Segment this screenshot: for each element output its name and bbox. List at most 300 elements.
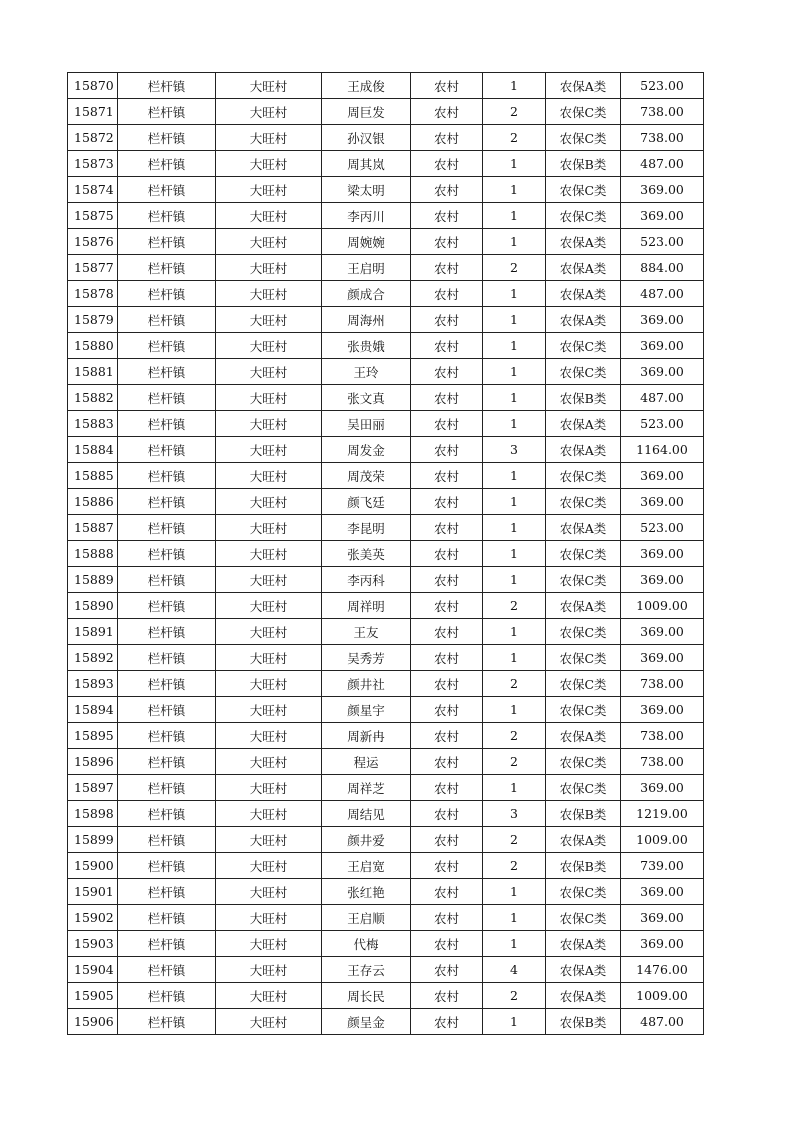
amount-cell: 369.00 [621, 541, 704, 567]
name-cell: 王启宽 [322, 853, 411, 879]
town-cell: 栏杆镇 [118, 411, 216, 437]
name-cell: 孙汉银 [322, 125, 411, 151]
record-id: 15882 [68, 385, 118, 411]
area-cell: 农村 [411, 411, 483, 437]
record-id: 15871 [68, 99, 118, 125]
count-cell: 2 [483, 593, 546, 619]
village-cell: 大旺村 [216, 619, 322, 645]
village-cell: 大旺村 [216, 749, 322, 775]
record-id: 15880 [68, 333, 118, 359]
table-row [68, 879, 704, 905]
town-cell: 栏杆镇 [118, 853, 216, 879]
record-id: 15888 [68, 541, 118, 567]
record-id: 15873 [68, 151, 118, 177]
village-cell: 大旺村 [216, 281, 322, 307]
town-cell: 栏杆镇 [118, 905, 216, 931]
record-id: 15889 [68, 567, 118, 593]
record-id: 15904 [68, 957, 118, 983]
table-row [68, 697, 704, 723]
area-cell: 农村 [411, 983, 483, 1009]
town-cell: 栏杆镇 [118, 385, 216, 411]
count-cell: 1 [483, 411, 546, 437]
area-cell: 农村 [411, 73, 483, 99]
name-cell: 颜成合 [322, 281, 411, 307]
name-cell: 周结见 [322, 801, 411, 827]
count-cell: 1 [483, 541, 546, 567]
records-table [67, 72, 704, 1035]
count-cell: 1 [483, 905, 546, 931]
table-row [68, 775, 704, 801]
count-cell: 1 [483, 489, 546, 515]
count-cell: 1 [483, 515, 546, 541]
town-cell: 栏杆镇 [118, 489, 216, 515]
count-cell: 1 [483, 931, 546, 957]
village-cell: 大旺村 [216, 307, 322, 333]
count-cell: 4 [483, 957, 546, 983]
village-cell: 大旺村 [216, 255, 322, 281]
record-id: 15899 [68, 827, 118, 853]
town-cell: 栏杆镇 [118, 957, 216, 983]
area-cell: 农村 [411, 567, 483, 593]
count-cell: 1 [483, 463, 546, 489]
record-id: 15885 [68, 463, 118, 489]
table-row [68, 489, 704, 515]
town-cell: 栏杆镇 [118, 1009, 216, 1035]
town-cell: 栏杆镇 [118, 151, 216, 177]
town-cell: 栏杆镇 [118, 541, 216, 567]
village-cell: 大旺村 [216, 515, 322, 541]
amount-cell: 738.00 [621, 749, 704, 775]
record-id: 15891 [68, 619, 118, 645]
village-cell: 大旺村 [216, 775, 322, 801]
name-cell: 周新冉 [322, 723, 411, 749]
village-cell: 大旺村 [216, 333, 322, 359]
category-cell: 农保A类 [546, 229, 621, 255]
town-cell: 栏杆镇 [118, 281, 216, 307]
name-cell: 王玲 [322, 359, 411, 385]
area-cell: 农村 [411, 307, 483, 333]
category-cell: 农保A类 [546, 73, 621, 99]
amount-cell: 487.00 [621, 385, 704, 411]
table-row [68, 983, 704, 1009]
category-cell: 农保C类 [546, 489, 621, 515]
area-cell: 农村 [411, 463, 483, 489]
amount-cell: 1164.00 [621, 437, 704, 463]
village-cell: 大旺村 [216, 697, 322, 723]
village-cell: 大旺村 [216, 99, 322, 125]
table-row [68, 385, 704, 411]
count-cell: 2 [483, 125, 546, 151]
category-cell: 农保A类 [546, 281, 621, 307]
category-cell: 农保C类 [546, 359, 621, 385]
village-cell: 大旺村 [216, 957, 322, 983]
record-id: 15905 [68, 983, 118, 1009]
name-cell: 李丙川 [322, 203, 411, 229]
table-row [68, 593, 704, 619]
town-cell: 栏杆镇 [118, 983, 216, 1009]
village-cell: 大旺村 [216, 411, 322, 437]
table-row [68, 437, 704, 463]
village-cell: 大旺村 [216, 177, 322, 203]
name-cell: 张贵娥 [322, 333, 411, 359]
amount-cell: 738.00 [621, 99, 704, 125]
category-cell: 农保B类 [546, 1009, 621, 1035]
town-cell: 栏杆镇 [118, 229, 216, 255]
amount-cell: 1009.00 [621, 983, 704, 1009]
count-cell: 2 [483, 255, 546, 281]
area-cell: 农村 [411, 437, 483, 463]
name-cell: 王启明 [322, 255, 411, 281]
record-id: 15887 [68, 515, 118, 541]
name-cell: 周祥明 [322, 593, 411, 619]
count-cell: 1 [483, 177, 546, 203]
table-row [68, 307, 704, 333]
area-cell: 农村 [411, 125, 483, 151]
area-cell: 农村 [411, 957, 483, 983]
name-cell: 周发金 [322, 437, 411, 463]
category-cell: 农保A类 [546, 255, 621, 281]
name-cell: 李昆明 [322, 515, 411, 541]
amount-cell: 369.00 [621, 697, 704, 723]
village-cell: 大旺村 [216, 541, 322, 567]
category-cell: 农保C类 [546, 125, 621, 151]
area-cell: 农村 [411, 879, 483, 905]
area-cell: 农村 [411, 749, 483, 775]
category-cell: 农保C类 [546, 177, 621, 203]
table-row [68, 359, 704, 385]
count-cell: 1 [483, 359, 546, 385]
village-cell: 大旺村 [216, 385, 322, 411]
table-row [68, 73, 704, 99]
category-cell: 农保B类 [546, 385, 621, 411]
records-body [68, 73, 704, 1035]
town-cell: 栏杆镇 [118, 515, 216, 541]
town-cell: 栏杆镇 [118, 99, 216, 125]
name-cell: 张美英 [322, 541, 411, 567]
category-cell: 农保A类 [546, 957, 621, 983]
amount-cell: 487.00 [621, 281, 704, 307]
area-cell: 农村 [411, 281, 483, 307]
record-id: 15875 [68, 203, 118, 229]
area-cell: 农村 [411, 931, 483, 957]
table-row [68, 463, 704, 489]
amount-cell: 738.00 [621, 723, 704, 749]
name-cell: 王友 [322, 619, 411, 645]
category-cell: 农保A类 [546, 827, 621, 853]
town-cell: 栏杆镇 [118, 203, 216, 229]
record-id: 15895 [68, 723, 118, 749]
village-cell: 大旺村 [216, 671, 322, 697]
count-cell: 3 [483, 801, 546, 827]
town-cell: 栏杆镇 [118, 879, 216, 905]
record-id: 15902 [68, 905, 118, 931]
table-row [68, 1009, 704, 1035]
category-cell: 农保A类 [546, 983, 621, 1009]
amount-cell: 738.00 [621, 671, 704, 697]
record-id: 15886 [68, 489, 118, 515]
table-row [68, 645, 704, 671]
town-cell: 栏杆镇 [118, 333, 216, 359]
record-id: 15901 [68, 879, 118, 905]
town-cell: 栏杆镇 [118, 697, 216, 723]
category-cell: 农保C类 [546, 879, 621, 905]
area-cell: 农村 [411, 359, 483, 385]
village-cell: 大旺村 [216, 151, 322, 177]
village-cell: 大旺村 [216, 801, 322, 827]
table-row [68, 229, 704, 255]
table-row [68, 827, 704, 853]
category-cell: 农保C类 [546, 333, 621, 359]
count-cell: 2 [483, 723, 546, 749]
area-cell: 农村 [411, 515, 483, 541]
table-row [68, 99, 704, 125]
category-cell: 农保A类 [546, 515, 621, 541]
town-cell: 栏杆镇 [118, 593, 216, 619]
table-row [68, 723, 704, 749]
area-cell: 农村 [411, 593, 483, 619]
village-cell: 大旺村 [216, 229, 322, 255]
name-cell: 张文真 [322, 385, 411, 411]
amount-cell: 1219.00 [621, 801, 704, 827]
amount-cell: 369.00 [621, 775, 704, 801]
amount-cell: 738.00 [621, 125, 704, 151]
category-cell: 农保C类 [546, 749, 621, 775]
amount-cell: 369.00 [621, 307, 704, 333]
name-cell: 程运 [322, 749, 411, 775]
town-cell: 栏杆镇 [118, 671, 216, 697]
count-cell: 1 [483, 203, 546, 229]
table-row [68, 125, 704, 151]
area-cell: 农村 [411, 541, 483, 567]
town-cell: 栏杆镇 [118, 177, 216, 203]
name-cell: 周巨发 [322, 99, 411, 125]
name-cell: 梁太明 [322, 177, 411, 203]
category-cell: 农保A类 [546, 593, 621, 619]
category-cell: 农保C类 [546, 203, 621, 229]
category-cell: 农保C类 [546, 463, 621, 489]
amount-cell: 369.00 [621, 489, 704, 515]
town-cell: 栏杆镇 [118, 255, 216, 281]
area-cell: 农村 [411, 151, 483, 177]
town-cell: 栏杆镇 [118, 125, 216, 151]
area-cell: 农村 [411, 385, 483, 411]
town-cell: 栏杆镇 [118, 359, 216, 385]
count-cell: 2 [483, 853, 546, 879]
category-cell: 农保C类 [546, 905, 621, 931]
record-id: 15879 [68, 307, 118, 333]
category-cell: 农保A类 [546, 437, 621, 463]
record-id: 15898 [68, 801, 118, 827]
area-cell: 农村 [411, 255, 483, 281]
village-cell: 大旺村 [216, 567, 322, 593]
amount-cell: 369.00 [621, 905, 704, 931]
record-id: 15883 [68, 411, 118, 437]
table-row [68, 515, 704, 541]
count-cell: 1 [483, 775, 546, 801]
category-cell: 农保A类 [546, 411, 621, 437]
count-cell: 2 [483, 99, 546, 125]
count-cell: 1 [483, 697, 546, 723]
count-cell: 1 [483, 385, 546, 411]
category-cell: 农保C类 [546, 775, 621, 801]
category-cell: 农保A类 [546, 723, 621, 749]
table-row [68, 853, 704, 879]
area-cell: 农村 [411, 853, 483, 879]
area-cell: 农村 [411, 619, 483, 645]
town-cell: 栏杆镇 [118, 437, 216, 463]
amount-cell: 523.00 [621, 515, 704, 541]
amount-cell: 523.00 [621, 229, 704, 255]
name-cell: 张红艳 [322, 879, 411, 905]
amount-cell: 369.00 [621, 177, 704, 203]
name-cell: 颜飞廷 [322, 489, 411, 515]
record-id: 15892 [68, 645, 118, 671]
category-cell: 农保C类 [546, 567, 621, 593]
town-cell: 栏杆镇 [118, 463, 216, 489]
record-id: 15876 [68, 229, 118, 255]
name-cell: 吴田丽 [322, 411, 411, 437]
count-cell: 1 [483, 879, 546, 905]
category-cell: 农保C类 [546, 99, 621, 125]
area-cell: 农村 [411, 671, 483, 697]
area-cell: 农村 [411, 99, 483, 125]
town-cell: 栏杆镇 [118, 645, 216, 671]
category-cell: 农保B类 [546, 853, 621, 879]
record-id: 15900 [68, 853, 118, 879]
count-cell: 2 [483, 983, 546, 1009]
record-id: 15906 [68, 1009, 118, 1035]
village-cell: 大旺村 [216, 437, 322, 463]
count-cell: 1 [483, 1009, 546, 1035]
table-row [68, 177, 704, 203]
record-id: 15896 [68, 749, 118, 775]
record-id: 15878 [68, 281, 118, 307]
village-cell: 大旺村 [216, 73, 322, 99]
table-row [68, 411, 704, 437]
village-cell: 大旺村 [216, 203, 322, 229]
village-cell: 大旺村 [216, 593, 322, 619]
record-id: 15870 [68, 73, 118, 99]
amount-cell: 369.00 [621, 619, 704, 645]
category-cell: 农保C类 [546, 697, 621, 723]
town-cell: 栏杆镇 [118, 73, 216, 99]
count-cell: 1 [483, 567, 546, 593]
town-cell: 栏杆镇 [118, 775, 216, 801]
record-id: 15894 [68, 697, 118, 723]
area-cell: 农村 [411, 229, 483, 255]
name-cell: 周婉婉 [322, 229, 411, 255]
village-cell: 大旺村 [216, 983, 322, 1009]
count-cell: 1 [483, 151, 546, 177]
record-id: 15893 [68, 671, 118, 697]
town-cell: 栏杆镇 [118, 619, 216, 645]
area-cell: 农村 [411, 177, 483, 203]
category-cell: 农保A类 [546, 307, 621, 333]
amount-cell: 369.00 [621, 333, 704, 359]
count-cell: 1 [483, 229, 546, 255]
name-cell: 王启顺 [322, 905, 411, 931]
table-row [68, 541, 704, 567]
name-cell: 吴秀芳 [322, 645, 411, 671]
village-cell: 大旺村 [216, 723, 322, 749]
table-row [68, 931, 704, 957]
village-cell: 大旺村 [216, 1009, 322, 1035]
name-cell: 周海州 [322, 307, 411, 333]
amount-cell: 1009.00 [621, 593, 704, 619]
table-row [68, 203, 704, 229]
village-cell: 大旺村 [216, 645, 322, 671]
amount-cell: 1476.00 [621, 957, 704, 983]
table-row [68, 801, 704, 827]
area-cell: 农村 [411, 1009, 483, 1035]
area-cell: 农村 [411, 723, 483, 749]
village-cell: 大旺村 [216, 853, 322, 879]
amount-cell: 487.00 [621, 151, 704, 177]
count-cell: 1 [483, 333, 546, 359]
area-cell: 农村 [411, 489, 483, 515]
amount-cell: 523.00 [621, 73, 704, 99]
village-cell: 大旺村 [216, 463, 322, 489]
village-cell: 大旺村 [216, 359, 322, 385]
count-cell: 2 [483, 671, 546, 697]
record-id: 15872 [68, 125, 118, 151]
amount-cell: 369.00 [621, 359, 704, 385]
category-cell: 农保C类 [546, 541, 621, 567]
town-cell: 栏杆镇 [118, 307, 216, 333]
village-cell: 大旺村 [216, 489, 322, 515]
name-cell: 颜呈金 [322, 1009, 411, 1035]
count-cell: 1 [483, 645, 546, 671]
name-cell: 周长民 [322, 983, 411, 1009]
amount-cell: 369.00 [621, 203, 704, 229]
amount-cell: 739.00 [621, 853, 704, 879]
village-cell: 大旺村 [216, 879, 322, 905]
area-cell: 农村 [411, 645, 483, 671]
table-row [68, 619, 704, 645]
count-cell: 2 [483, 749, 546, 775]
name-cell: 李丙科 [322, 567, 411, 593]
category-cell: 农保C类 [546, 619, 621, 645]
table-row [68, 151, 704, 177]
name-cell: 颜井爱 [322, 827, 411, 853]
table-row [68, 281, 704, 307]
category-cell: 农保B类 [546, 151, 621, 177]
area-cell: 农村 [411, 801, 483, 827]
village-cell: 大旺村 [216, 125, 322, 151]
name-cell: 颜井社 [322, 671, 411, 697]
record-id: 15890 [68, 593, 118, 619]
area-cell: 农村 [411, 775, 483, 801]
record-id: 15877 [68, 255, 118, 281]
category-cell: 农保A类 [546, 931, 621, 957]
village-cell: 大旺村 [216, 931, 322, 957]
count-cell: 2 [483, 827, 546, 853]
area-cell: 农村 [411, 697, 483, 723]
town-cell: 栏杆镇 [118, 567, 216, 593]
category-cell: 农保B类 [546, 801, 621, 827]
category-cell: 农保C类 [546, 645, 621, 671]
amount-cell: 369.00 [621, 567, 704, 593]
town-cell: 栏杆镇 [118, 749, 216, 775]
village-cell: 大旺村 [216, 905, 322, 931]
amount-cell: 884.00 [621, 255, 704, 281]
record-id: 15897 [68, 775, 118, 801]
count-cell: 1 [483, 281, 546, 307]
count-cell: 3 [483, 437, 546, 463]
count-cell: 1 [483, 307, 546, 333]
record-id: 15874 [68, 177, 118, 203]
category-cell: 农保C类 [546, 671, 621, 697]
